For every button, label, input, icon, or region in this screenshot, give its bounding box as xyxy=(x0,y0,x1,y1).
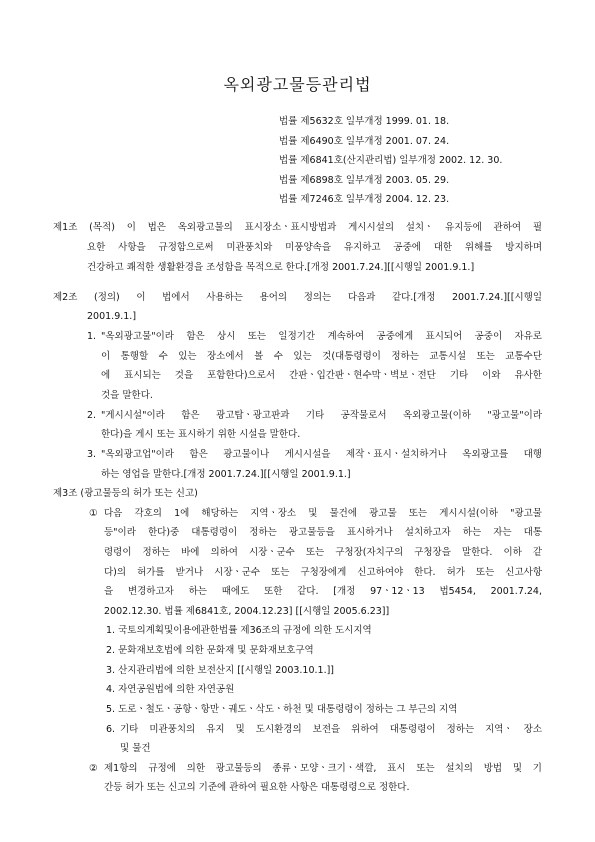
paragraph-number: ① xyxy=(89,508,98,519)
article-1-line: 요한 사항을 규정함으로써 미관풍치와 미풍양속을 유지하고 공중에 대한 위해를 방지하며 xyxy=(87,242,542,253)
article-3-item: 3. 산지관리법에 의한 보전산지 [[시행일 2003.10.1.]] xyxy=(106,665,335,676)
article-2-item-line: "옥외광고업"이라 함은 광고물이나 게시시설을 제작ㆍ표시ㆍ설치하거나 옥외광고를 대행 xyxy=(101,449,542,460)
article-3-p1-line: 등"이라 한다)중 대통령령이 정하는 광고물등을 표시하거나 설치하고자 하는 자는 대통 xyxy=(104,527,542,538)
article-3-p1-line: 을 변경하고자 하는 때에도 또한 같다. [개정 97ㆍ12ㆍ13 법5454, 2001.7.24, xyxy=(104,586,542,597)
amendment-line: 법률 제6490호 일부개정 2001. 07. 24. xyxy=(279,135,450,147)
article-3-heading: 제3조 (광고물등의 허가 또는 신고) xyxy=(53,488,198,499)
article-3-p1-line: 다)의 허가를 받거나 시장ㆍ군수 또는 구청장에게 신고하여야 한다. 허가 또는 신고사항 xyxy=(104,567,542,578)
article-1-line: 건강하고 쾌적한 생활환경을 조성함을 목적으로 한다.[개정 2001.7.24.][[시행일 2001.9.1.] xyxy=(87,262,475,273)
article-2-line: 2001.9.1.] xyxy=(87,311,137,322)
article-3-item: 5. 도로ㆍ철도ㆍ공항ㆍ항만ㆍ궤도ㆍ삭도ㆍ하천 및 대통령령이 정하는 그 부근의 지역 xyxy=(106,704,458,715)
article-3-p2-line: 제1항의 규정에 의한 광고물등의 종류ㆍ모양ㆍ크기ㆍ색깔, 표시 또는 설치의 방법 및 기 xyxy=(104,763,542,774)
document-title: 옥외광고물등관리법 xyxy=(223,75,372,94)
article-3-p1-line: 다음 각호의 1에 해당하는 지역ㆍ장소 및 물건에 광고물 또는 게시시설(이하 "광고물 xyxy=(104,508,542,519)
article-2-line: 제2조 (정의) 이 법에서 사용하는 용어의 정의는 다음과 같다.[개정 2001.7.24.][[시행일 xyxy=(53,292,542,303)
item-number: 6. xyxy=(106,724,116,735)
article-3-p2-line: 간등 허가 또는 신고의 기준에 관하여 필요한 사항은 대통령령으로 정한다. xyxy=(104,782,410,793)
article-3-item: 1. 국토의계획및이용에관한법률 제36조의 규정에 의한 도시지역 xyxy=(106,625,372,636)
article-3-p1-line: 2002.12.30. 법률 제6841호, 2004.12.23] [[시행일 2005.6.23]] xyxy=(104,606,390,617)
article-2-item-line: 이 통행할 수 있는 장소에서 볼 수 있는 것(대통령령이 정하는 교통시설 또는 교통수단 xyxy=(101,351,542,362)
amendment-line: 법률 제6898호 일부개정 2003. 05. 29. xyxy=(279,174,450,186)
article-3-p1-line: 령령이 정하는 바에 의하여 시장ㆍ군수 또는 구청장(자치구의 구청장을 말한다. 이하 같 xyxy=(104,547,542,558)
article-3-item: 4. 자연공원법에 의한 자연공원 xyxy=(106,684,235,695)
article-3-item-line: 기타 미관풍치의 유지 및 도시환경의 보전을 위하여 대통령령이 정하는 지역ㆍ 장소 xyxy=(120,724,542,735)
amendment-line: 법률 제6841호(산지관리법) 일부개정 2002. 12. 30. xyxy=(279,155,503,167)
item-number: 2. xyxy=(87,410,97,421)
item-number: 1. xyxy=(87,331,97,342)
amendment-history xyxy=(279,112,502,210)
paragraph-number: ② xyxy=(89,763,98,774)
amendment-line: 법률 제5632호 일부개정 1999. 01. 18. xyxy=(279,116,450,127)
article-2-item-line: 것을 말한다. xyxy=(101,390,153,401)
article-2-item-line: 에 표시되는 것을 포함한다)으로서 간판ㆍ입간판ㆍ현수막ㆍ벽보ㆍ전단 기타 이와 유사한 xyxy=(101,370,542,381)
article-2-item-line: "게시시설"이라 함은 광고탑ㆍ광고판과 기타 공작물로서 옥외광고물(이하 "광고물"이라 xyxy=(101,410,542,421)
item-number: 3. xyxy=(87,449,97,460)
article-2-item-line: 한다)을 게시 또는 표시하기 위한 시설을 말한다. xyxy=(101,429,301,440)
article-3-item-line: 및 물건 xyxy=(120,743,151,754)
article-2-item-line: "옥외광고물"이라 함은 상시 또는 일정기간 계속하여 공중에게 표시되어 공중이 자유로 xyxy=(101,331,542,342)
article-1-line: 제1조 (목적) 이 법은 옥외광고물의 표시장소ㆍ표시방법과 게시시설의 설치ㆍ 유지등에 관하여 필 xyxy=(53,222,542,233)
amendment-line: 법률 제7246호 일부개정 2004. 12. 23. xyxy=(279,194,450,206)
article-3-item: 2. 문화재보호법에 의한 문화재 및 문화재보호구역 xyxy=(106,645,314,656)
article-2-item-line: 하는 영업을 말한다.[개정 2001.7.24.][[시행일 2001.9.1.] xyxy=(101,469,351,480)
